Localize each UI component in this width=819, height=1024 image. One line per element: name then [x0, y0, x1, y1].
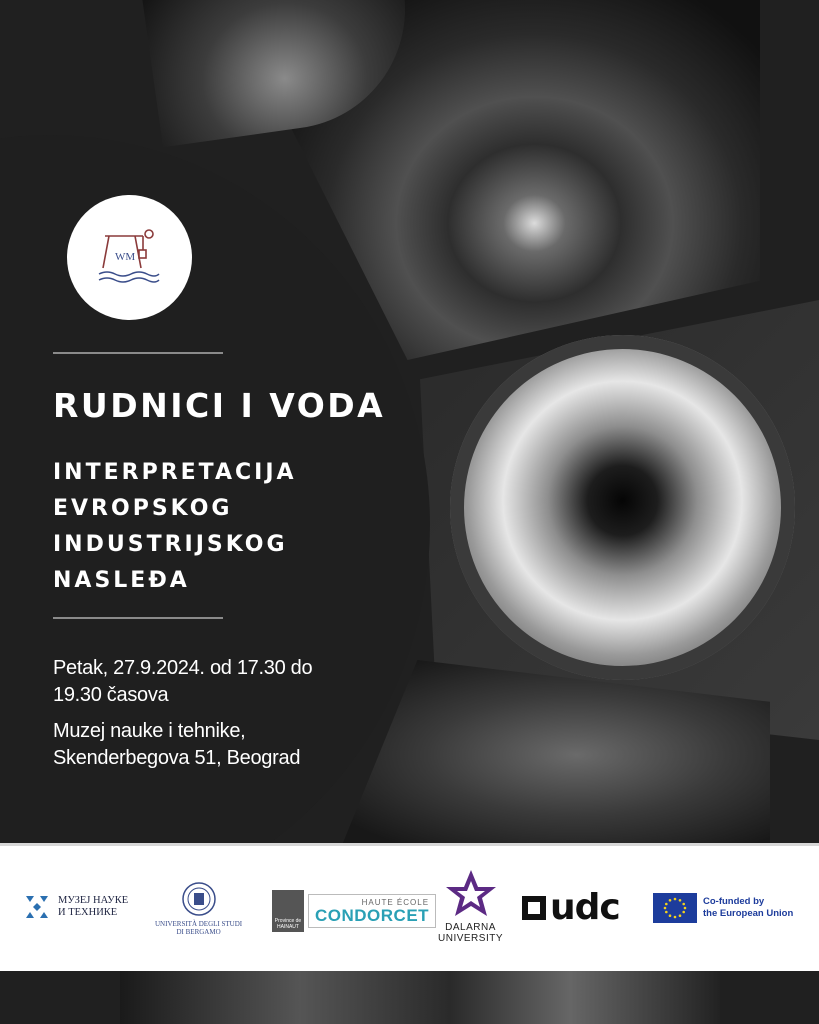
bergamo-line: DI BERGAMO: [176, 928, 221, 936]
bergamo-logo: [155, 881, 242, 936]
subtitle-line: INTERPRETACIJA: [53, 460, 297, 485]
condorcet-logo: Province de HAINAUT HAUTE ÉCOLE CONDORCET: [272, 890, 436, 932]
udc-mark-icon: [522, 896, 546, 920]
bottom-photo: [120, 968, 720, 1024]
udc-text: udc: [550, 887, 620, 928]
shaft-opening-photo: [450, 335, 795, 680]
subtitle-line: INDUSTRIJSKOG: [53, 532, 288, 557]
eu-flag-icon: [653, 893, 697, 923]
event-venue: [53, 718, 300, 772]
dalarna-logo: [438, 868, 503, 944]
dalarna-star-icon: [443, 868, 499, 920]
mine-headframe-icon: [95, 228, 165, 288]
event-date: [53, 655, 312, 709]
date-line: 19.30 časova: [53, 684, 169, 706]
muzej-line: МУЗЕЈ НАУКЕ: [58, 895, 129, 906]
partners-footer: [0, 843, 819, 971]
condorcet-top: HAUTE ÉCOLE: [361, 898, 430, 907]
wm-logo: [67, 195, 192, 320]
event-subtitle: [53, 455, 297, 599]
bergamo-seal-icon: [181, 881, 217, 917]
dalarna-line: UNIVERSITY: [438, 933, 504, 944]
dalarna-line: DALARNA: [445, 922, 496, 933]
subtitle-line: NASLEĐA: [53, 568, 190, 593]
eu-line: Co-funded by: [703, 896, 765, 907]
venue-line: Muzej nauke i tehnike,: [53, 720, 246, 742]
venue-line: Skenderbegova 51, Beograd: [53, 747, 301, 769]
top-divider: [53, 352, 223, 354]
eu-line: the European Union: [703, 908, 794, 919]
bottom-divider: [53, 617, 223, 619]
subtitle-line: EVROPSKOG: [53, 496, 233, 521]
event-title: RUDNICI I VODA: [53, 386, 386, 425]
muzej-star-icon: [24, 894, 50, 920]
bergamo-line: UNIVERSITÀ DEGLI STUDI: [155, 920, 243, 928]
condorcet-name: ONDORCET: [327, 906, 430, 925]
muzej-logo: [24, 894, 128, 920]
svg-text:WM: WM: [114, 250, 135, 263]
eu-logo: [653, 893, 793, 923]
udc-logo: [522, 887, 620, 928]
muzej-line: И ТЕХНИКЕ: [58, 907, 118, 918]
date-line: Petak, 27.9.2024. od 17.30 do: [53, 657, 313, 679]
hainaut-badge: Province de HAINAUT: [272, 890, 304, 932]
